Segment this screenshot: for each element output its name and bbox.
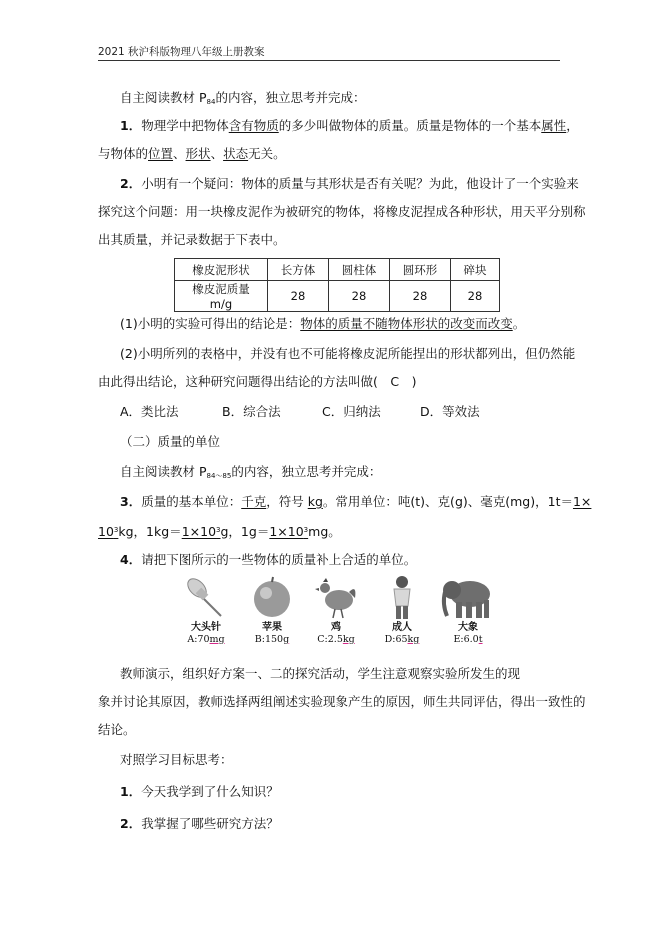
section-title: （二）质量的单位 — [120, 434, 221, 449]
table-cell: 圆环形 — [390, 259, 451, 281]
question-4: 4．请把下图所示的一些物体的质量补上合适的单位。 — [120, 552, 417, 567]
option-a: A．类比法 — [120, 404, 179, 419]
item-name: 大象 — [458, 622, 478, 633]
header-divider — [98, 60, 560, 61]
option-c: C．归纳法 — [322, 404, 381, 419]
figure-item-elephant — [438, 574, 498, 645]
figure-item-pushpin — [176, 574, 236, 645]
sub-question-2-line-1: (2)小明所列的表格中，并没有也不可能将橡皮泥所能捏出的形状都列出，但仍然能 — [120, 346, 576, 361]
reflection-question-2: 2．我掌握了哪些研究方法？ — [120, 816, 279, 831]
table-row — [175, 259, 500, 281]
reading-instruction-2: 自主阅读教材 $P_{84\sim 85}$的内容，独立思考并完成： — [120, 464, 382, 480]
question-1-line-2: 与物体的位置、形状、状态无关。 — [98, 146, 286, 161]
table-cell: 圆柱体 — [329, 259, 390, 281]
options-row — [120, 398, 480, 426]
mass-table — [174, 258, 500, 312]
table-cell: 28 — [268, 281, 329, 312]
table-cell: 28 — [390, 281, 451, 312]
item-mass: B:150g — [254, 634, 290, 645]
table-cell: 长方体 — [268, 259, 329, 281]
reading-instruction-1: 自主阅读教材 $P_{84}$的内容，独立思考并完成： — [120, 90, 366, 106]
table-cell: 碎块 — [451, 259, 500, 281]
question-1-line-1: 1．物理学中把物体含有物质的多少叫做物体的质量。质量是物体的一个基本属性， — [120, 118, 579, 133]
item-mass: C:2.5kg — [317, 634, 355, 645]
page-header: 2021 秋沪科版物理八年级上册教案 — [98, 46, 265, 58]
sub-question-1: (1)小明的实验可得出的结论是：物体的质量不随物体形状的改变而改变。 — [120, 316, 526, 331]
option-d: D．等效法 — [420, 404, 480, 419]
elephant-icon — [438, 574, 498, 620]
question-2-line-2: 探究这个问题：用一块橡皮泥作为被研究的物体，将橡皮泥捏成各种形状，用天平分别称 — [98, 204, 586, 219]
item-name: 成人 — [392, 622, 412, 633]
table-cell: 28 — [329, 281, 390, 312]
chicken-icon — [313, 574, 359, 620]
item-name: 鸡 — [331, 622, 341, 633]
table-row — [175, 281, 500, 312]
table-row-label: 橡皮泥质量 m/g — [175, 281, 268, 312]
sub-question-2-line-2: 由此得出结论，这种研究问题得出结论的方法叫做( C ) — [98, 374, 417, 389]
question-3-line-2: $10^3kg$，$1kg=1\times 10^3g$，$1g=1\times 10^3mg$。 — [98, 524, 341, 539]
adult-icon — [379, 574, 425, 620]
pushpin-icon — [183, 574, 229, 620]
question-2-line-1: 2．小明有一个疑问：物体的质量与其形状是否有关呢？为此，他设计了一个实验来 — [120, 176, 579, 191]
item-name: 苹果 — [262, 622, 282, 633]
reflection-title: 对照学习目标思考： — [120, 752, 233, 767]
reflection-question-1: 1．今天我学到了什么知识？ — [120, 784, 279, 799]
teacher-note-line-1: 教师演示，组织好方案一、二的探究活动，学生注意观察实验所发生的现 — [120, 666, 521, 681]
option-b: B．综合法 — [222, 404, 281, 419]
item-mass: D:65kg — [384, 634, 420, 645]
item-mass: E:6.0t — [453, 634, 483, 645]
table-cell: 28 — [451, 281, 500, 312]
figure-item-adult — [372, 574, 432, 645]
item-mass: A:70mg — [187, 634, 225, 645]
teacher-note-line-3: 结论。 — [98, 722, 136, 737]
apple-icon — [249, 574, 295, 620]
objects-figure — [176, 574, 506, 654]
item-name: 大头针 — [191, 622, 221, 633]
figure-item-chicken — [306, 574, 366, 645]
teacher-note-line-2: 象并讨论其原因，教师选择两组阐述实验现象产生的原因，师生共同评估，得出一致性的 — [98, 694, 586, 709]
question-3-line-1: 3．质量的基本单位：千克，符号 kg。常用单位：吨(t)、克(g)、毫克(mg)，1t＝1× — [120, 494, 592, 509]
question-2-line-3: 出其质量，并记录数据于下表中。 — [98, 232, 286, 247]
table-header-label: 橡皮泥形状 — [175, 259, 268, 281]
figure-item-apple — [242, 574, 302, 645]
